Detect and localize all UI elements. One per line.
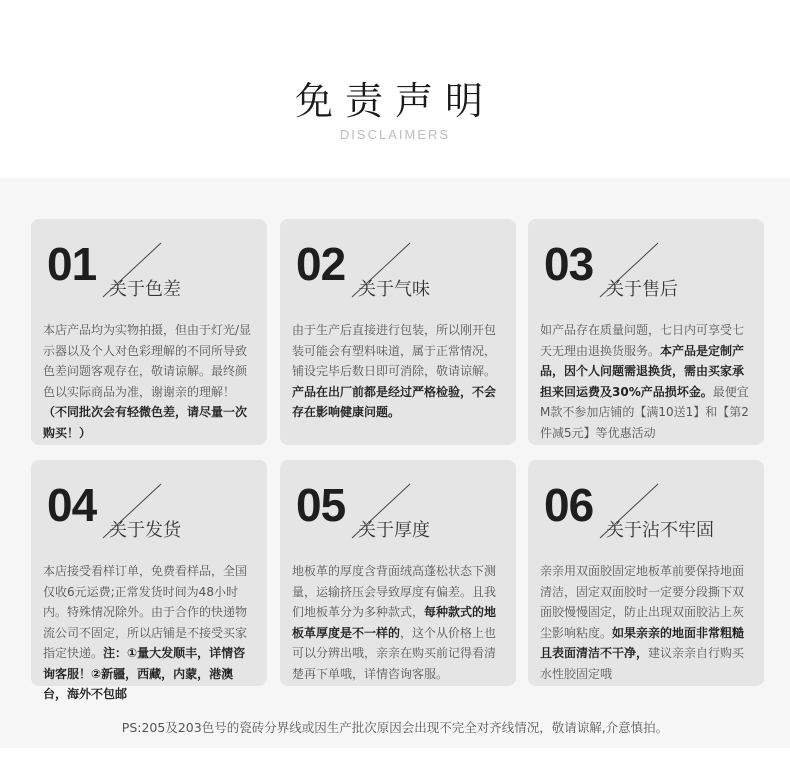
page-subtitle: DISCLAIMERS — [339, 127, 451, 142]
footer-note: PS:205及203色号的瓷砖分界线或因生产批次原因会出现不完全对齐线情况，敬请谅解,介意慎拍。 — [121, 720, 669, 735]
page-title: 免责声明 — [294, 79, 495, 123]
card-heading: 关于发货 — [109, 520, 181, 541]
card-number: 06 — [544, 479, 594, 531]
card-body — [292, 561, 506, 684]
card-heading: 关于气味 — [358, 279, 430, 300]
card-number: 01 — [47, 238, 97, 290]
card-number: 05 — [296, 479, 346, 531]
card-body-emphasis: （不同批次会有轻微色差，请尽量一次购买！） — [43, 405, 248, 440]
card-body — [292, 320, 506, 423]
card-heading: 关于沾不牢固 — [606, 520, 714, 541]
card-body-text: 本店产品均为实物拍摄，但由于灯光/显示器以及个人对色彩理解的不同所导致色差问题客观存在，敬请谅解。最终颜色以实际商品为准，谢谢亲的理解！ — [43, 323, 252, 399]
card-body-text: 由于生产后直接进行包装，所以刚开包装可能会有塑料味道，属于正常情况，铺设完毕后数日即可消除，敬请谅解。 — [292, 323, 497, 378]
card-number: 02 — [296, 238, 346, 290]
card-heading: 关于售后 — [606, 279, 678, 300]
disclaimer-card-01 — [31, 219, 267, 445]
card-heading: 关于厚度 — [358, 520, 430, 541]
card-body — [540, 320, 754, 443]
disclaimer-card-03 — [528, 219, 764, 445]
card-body — [540, 561, 754, 684]
disclaimer-card-02 — [280, 219, 516, 445]
card-body — [43, 320, 257, 443]
card-body-emphasis: 如果亲亲的地面非常粗糙且表面清洁不干净， — [540, 625, 745, 660]
card-body-emphasis: 产品在出厂前都是经过严格检验，不会存在影响健康问题。 — [292, 384, 497, 419]
card-heading: 关于色差 — [109, 279, 181, 300]
card-body-text: 本店接受看样订单，免费看样品，全国仅收6元运费;正常发货时间为48小时内。特殊情况除外。由于合作的快递物流公司不固定，所以店铺是不接受买家指定快递。 — [43, 564, 248, 660]
card-body-text: 最便宜M款不参加店铺的【满10送1】和【第2件减5元】等优惠活动 — [540, 384, 749, 440]
card-number: 03 — [544, 238, 594, 290]
card-body-emphasis: 每种款式的地板革厚度是不一样的 — [292, 605, 497, 640]
card-body-text: ，这个从价格上也可以分辨出哦，亲亲在购买前记得看清楚再下单哦，详情咨询客服。 — [292, 625, 497, 681]
disclaimer-card-06 — [528, 460, 764, 686]
card-body-text: 地板革的厚度含背面绒高蓬松状态下测量，运输挤压会导致厚度有偏差。且我们地板革分为多种款式， — [292, 564, 497, 619]
card-number: 04 — [47, 479, 97, 531]
disclaimer-card-04 — [31, 460, 267, 701]
card-body-text: 如产品存在质量问题，七日内可享受七天无理由退换货服务。 — [540, 323, 745, 358]
disclaimer-card-05 — [280, 460, 516, 686]
card-body — [43, 561, 257, 705]
card-body-text: 建议亲亲自行购买水性胶固定哦 — [540, 646, 745, 681]
card-body-emphasis: 注：①量大发顺丰，详情咨询客服！②新疆，西藏，内蒙，港澳台，海外不包邮 — [43, 646, 246, 701]
card-body-text: 亲亲用双面胶固定地板革前要保持地面清洁，固定双面胶时一定要分段撕下双面胶慢慢固定，防止出现双面胶沾上灰尘影响粘度。 — [540, 564, 745, 640]
header — [0, 0, 790, 178]
card-body-emphasis: 本产品是定制产品，因个人问题需退换货，需由买家承担来回运费及30%产品损坏金。 — [540, 343, 745, 399]
